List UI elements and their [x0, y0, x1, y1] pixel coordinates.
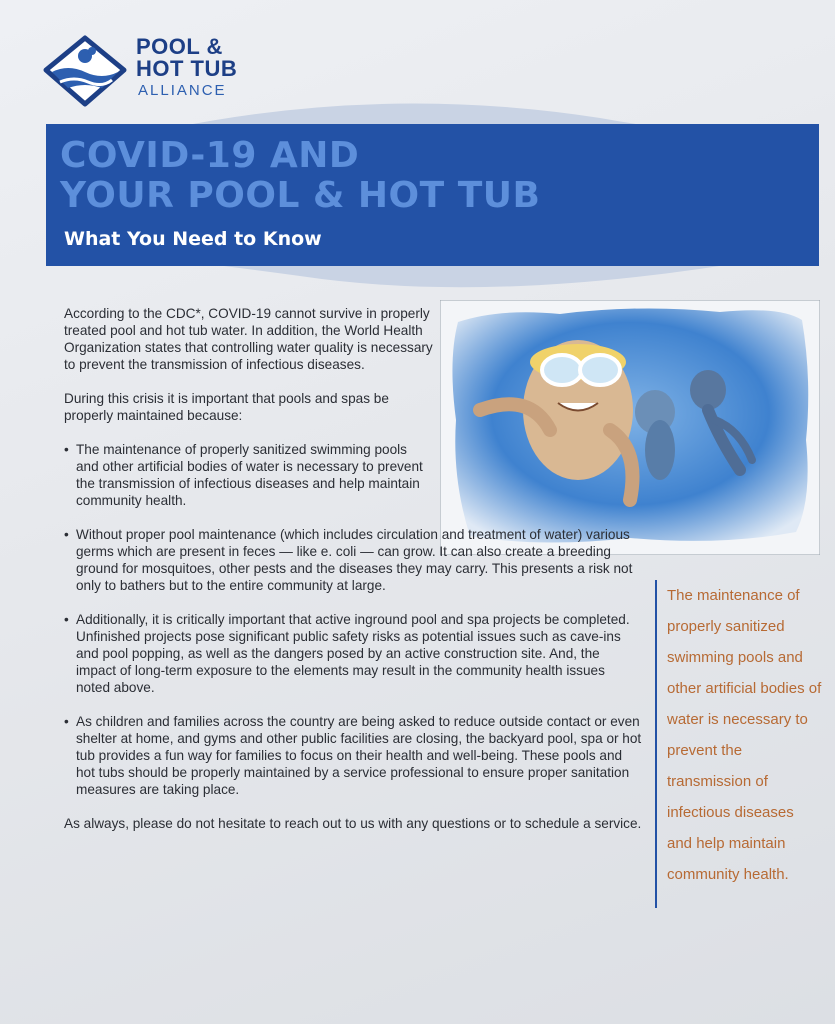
logo-text-alliance: ALLIANCE [138, 82, 227, 99]
list-item [64, 526, 642, 594]
title-banner [46, 124, 819, 266]
bullet-text: Without proper pool maintenance (which includes circulation and treatment of water) various germs which are present in feces — like e. coli — can grow. It can also create a breeding ground for mosquitoes, other pests and the diseases they may carry. This presents a risk not only to bathers but to the entire community at large. [76, 527, 633, 593]
bullet-text: The maintenance of properly sanitized swimming pools and other artificial bodies of water is necessary to prevent the transmission of infectious diseases and help maintain community health. [76, 442, 423, 508]
logo-text-hot-tub: HOT TUB [136, 56, 238, 81]
bullet-list [64, 441, 642, 798]
page-subtitle: What You Need to Know [64, 228, 322, 250]
intro-paragraph: According to the CDC*, COVID-19 cannot survive in properly treated pool and hot tub water. In addition, the World Health Organization states that controlling water quality is necessary to prevent the transmission of infectious diseases. [64, 306, 433, 372]
list-item [64, 713, 642, 798]
closing-paragraph: As always, please do not hesitate to reach out to us with any questions or to schedule a service. [64, 816, 642, 831]
title-line-2: YOUR POOL & HOT TUB [60, 175, 541, 216]
logo-wordmark [136, 36, 237, 102]
bullet-marker-icon: • [64, 714, 69, 729]
list-item [64, 441, 432, 509]
logo-text-pool: POOL & [136, 34, 223, 59]
list-item [64, 611, 642, 696]
bullet-text: As children and families across the country are being asked to reduce outside contact or even shelter at home, and gyms and other public facilities are closing, the backyard pool, spa or hot tub provides a fun way for families to focus on their health and well-being. These pools and hot tubs should be properly maintained by a service professional to ensure proper sanitation measures are taking place. [76, 714, 642, 797]
page-title [60, 136, 760, 216]
pull-quote [655, 580, 822, 908]
lead-paragraph: During this crisis it is important that pools and spas be properly maintained because: [64, 391, 389, 423]
pull-quote-text: The maintenance of properly sanitized swimming pools and other artificial bodies of water is necessary to prevent the transmission of infectious diseases and help maintain community health. [667, 587, 822, 883]
article-body [64, 305, 642, 849]
bullet-marker-icon: • [64, 612, 69, 627]
bullet-text: Additionally, it is critically important that active inground pool and spa projects be completed. Unfinished projects pose significant public safety risks as potential issues such as cave-ins and pool popping, as well as the dangers posed by an active construction site. And, the impact of long-term exposure to the elements may result in the community health issues noted above. [76, 612, 630, 695]
bullet-marker-icon: • [64, 442, 69, 457]
title-line-1: COVID-19 AND [60, 135, 360, 176]
bullet-marker-icon: • [64, 527, 69, 542]
